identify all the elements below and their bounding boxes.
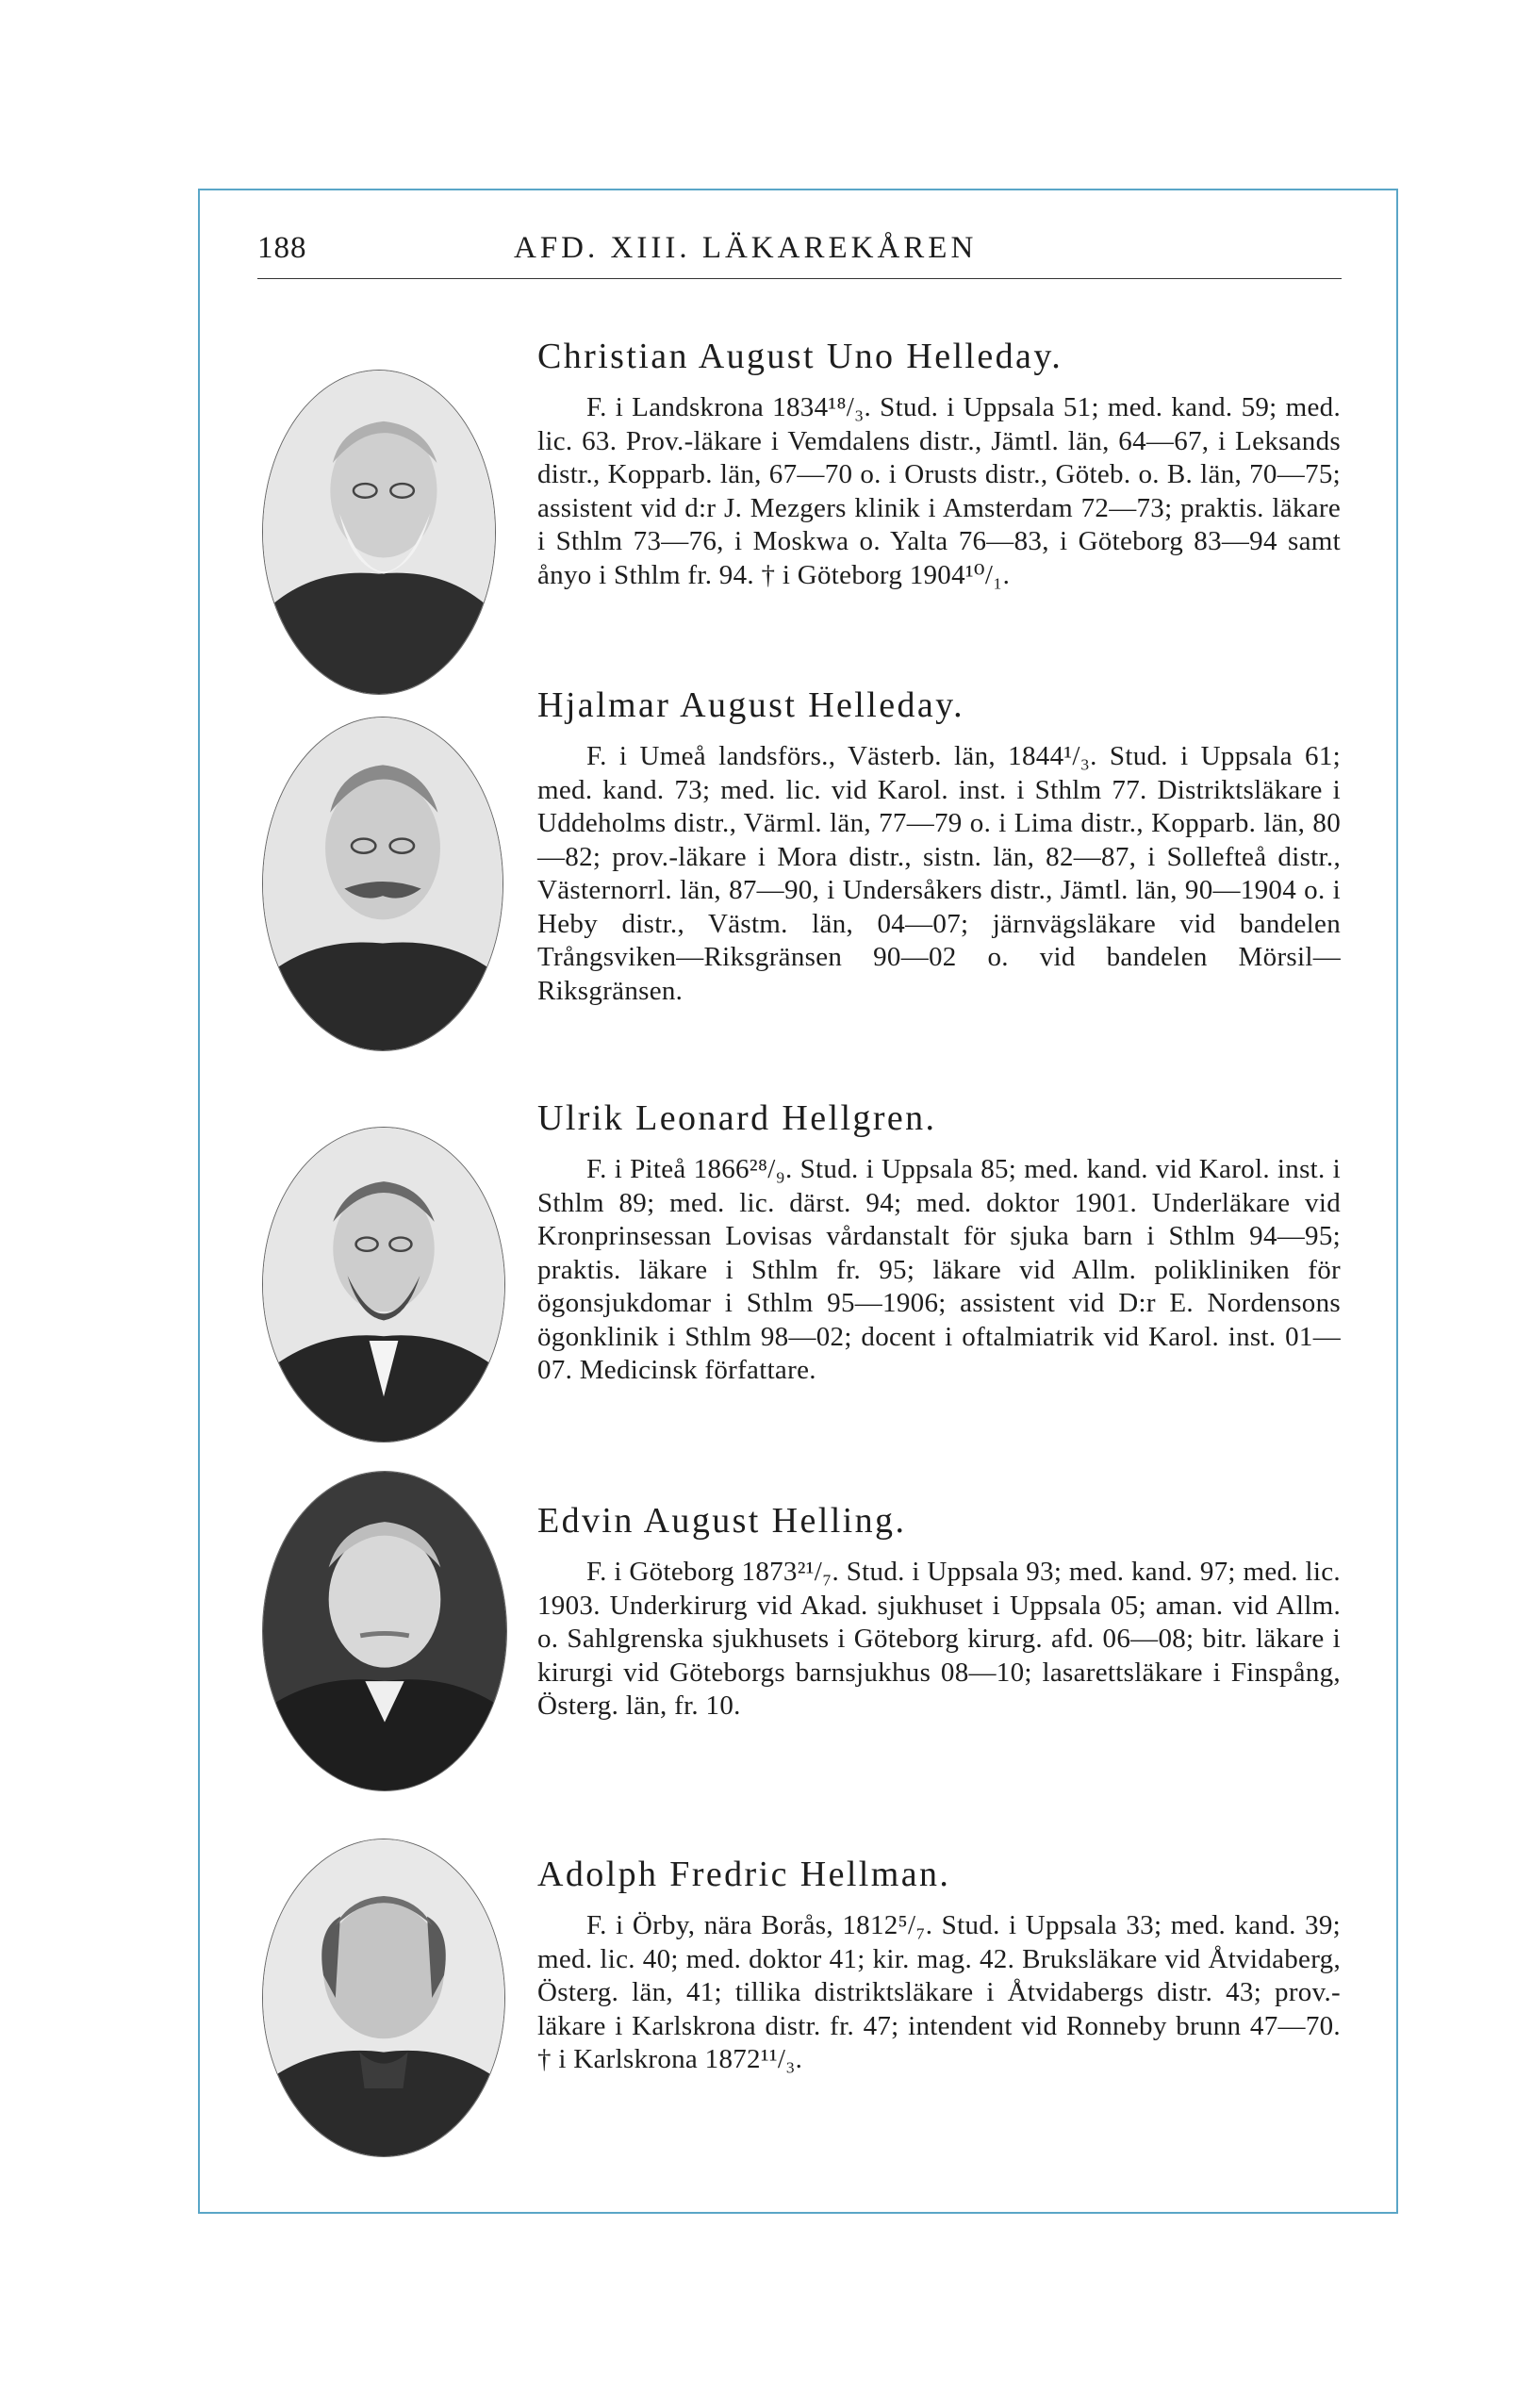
running-head: AFD. XIII. LÄKAREKÅREN xyxy=(514,231,978,265)
person-name: Ulrik Leonard Hellgren. xyxy=(537,1098,937,1138)
entry-text xyxy=(537,1499,1341,1724)
person-name: Adolph Fredric Hellman. xyxy=(537,1855,951,1894)
entry-text xyxy=(537,1853,1341,2077)
entry-text xyxy=(537,684,1341,1008)
person-biography: F. i Landskrona 1834¹⁸/₃. Stud. i Uppsala 51; med. kand. 59; med. lic. 63. Prov.-läkare i Vemdalens distr., Jämtl. län, 64—67, i Leksands distr., Kopparb. län, 67—70 o. i Orusts distr., Göteb. o. B. län, 70—75; assistent vid d:r J. Mezgers klinik i Amsterdam 72—73; praktis. läkare i Sthlm 73—76, i Moskwa o. Yalta 76—83, i Göteborg 83—94 samt ånyo i Sthlm fr. 94. † i Göteborg 1904¹⁰/₁. xyxy=(537,392,1341,590)
person-biography: F. i Örby, nära Borås, 1812⁵/₇. Stud. i Uppsala 33; med. kand. 39; med. lic. 40; med. doktor 41; kir. mag. 42. Bruksläkare vid Åtvidaberg, Österg. län, 41; tillika distriktsläkare i Åtvidabergs distr. 43; prov.-läkare i Karlskrona distr. fr. 47; intendent vid Ronneby brunn 47—70. † i Karlskrona 1872¹¹/₃. xyxy=(537,1910,1341,2074)
entry-text xyxy=(537,335,1341,592)
person-name: Edvin August Helling. xyxy=(537,1501,907,1541)
portrait-photo xyxy=(262,1127,505,1443)
portrait-photo xyxy=(262,1471,507,1791)
portrait-photo xyxy=(262,1839,505,2157)
person-name: Christian August Uno Helleday. xyxy=(537,337,1063,376)
portrait-photo xyxy=(262,370,496,695)
person-name: Hjalmar August Helleday. xyxy=(537,685,964,725)
page-number: 188 xyxy=(257,231,307,265)
person-biography: F. i Göteborg 1873²¹/₇. Stud. i Uppsala 93; med. kand. 97; med. lic. 1903. Underkirurg vid Akad. sjukhuset i Uppsala 05; aman. vid Allm. o. Sahlgrenska sjukhusets i Göteborg kirurg. afd. 06—08; bitr. läkare i kirurgi vid Göteborgs barnsjukhus 08—10; lasarettsläkare i Finspång, Österg. län, fr. 10. xyxy=(537,1557,1341,1721)
portrait-photo xyxy=(262,717,503,1051)
person-biography: F. i Umeå landsförs., Västerb. län, 1844¹/₃. Stud. i Uppsala 61; med. kand. 73; med. lic. vid Karol. inst. i Sthlm 77. Distriktsläkare i Uddeholms distr., Värml. län, 77—79 o. i Lima distr., Kopparb. län, 80—82; prov.-läkare i Mora distr., sistn. län, 82—87, i Sollefteå distr., Västernorrl. län, 87—90, i Undersåkers distr., Jämtl. län, 90—1904 o. i Heby distr., Västm. län, 04—07; järnvägsläkare vid bandelen Trångsviken—Riksgränsen 90—02 o. vid bandelen Mörsil—Riksgränsen. xyxy=(537,741,1341,1006)
entry-text xyxy=(537,1097,1341,1388)
person-biography: F. i Piteå 1866²⁸/₉. Stud. i Uppsala 85; med. kand. vid Karol. inst. i Sthlm 89; med. lic. därst. 94; med. doktor 1901. Underläkare vid Kronprinsessan Lovisas vårdanstalt för sjuka barn i Sthlm 94—95; praktis. läkare i Sthlm fr. 95; läkare vid Allm. polikliniken för ögonsjukdomar i Sthlm 95—1906; assistent vid D:r E. Nordensons ögonklinik i Sthlm 98—02; docent i oftalmiatrik vid Karol. inst. 01—07. Medicinsk författare. xyxy=(537,1154,1341,1385)
page-header xyxy=(257,231,1342,279)
